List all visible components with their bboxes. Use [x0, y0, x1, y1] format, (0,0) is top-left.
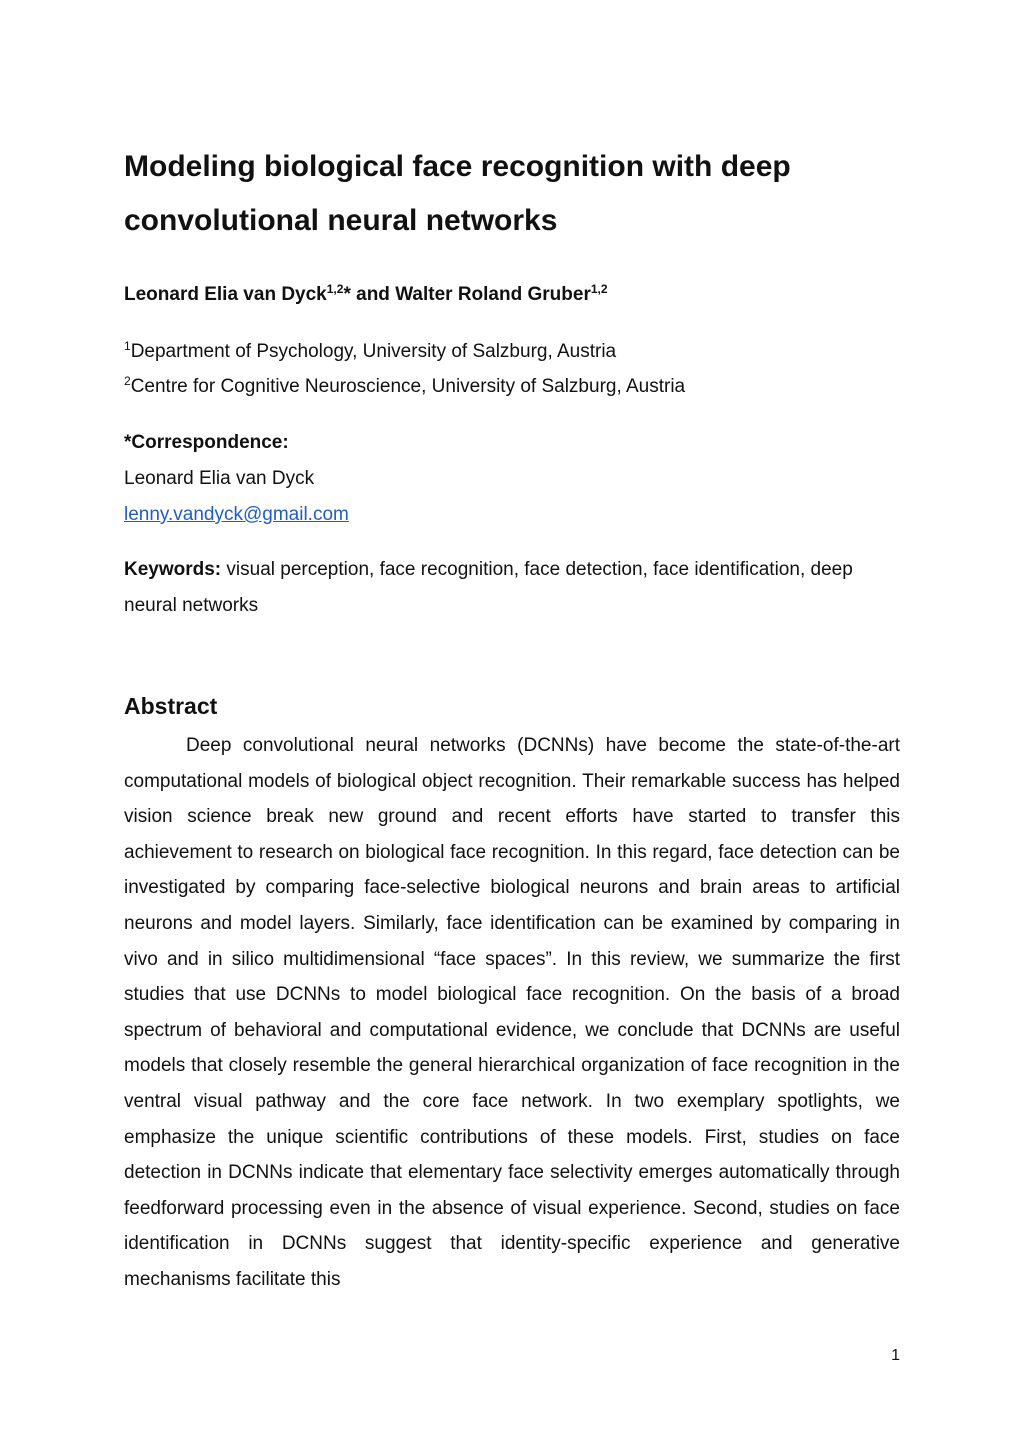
affiliation-2-text: Centre for Cognitive Neuroscience, University of Salzburg, Austria	[130, 376, 686, 397]
paper-title: Modeling biological face recognition with deep convolutional neural networks	[124, 150, 791, 237]
affiliation-2	[124, 374, 685, 400]
correspondence-email-link[interactable]: lenny.vandyck@gmail.com	[124, 504, 349, 525]
author-2-affiliation-sup: 1,2	[590, 282, 608, 296]
correspondence-label: *Correspondence:	[124, 432, 289, 453]
corresponding-author-mark: *	[343, 284, 351, 305]
author-1-name: Leonard Elia van Dyck	[124, 284, 327, 305]
correspondence-name: Leonard Elia van Dyck	[124, 468, 315, 489]
page-number: 1	[891, 1347, 900, 1364]
affiliation-1	[124, 339, 616, 365]
abstract-heading: Abstract	[124, 693, 218, 719]
author-1-affiliation-sup: 1,2	[326, 282, 344, 296]
keywords	[124, 552, 900, 624]
affiliation-1-text: Department of Psychology, University of Salzburg, Austria	[130, 341, 617, 362]
author-2-name: Walter Roland Gruber	[395, 284, 591, 305]
author-line	[124, 282, 608, 308]
keywords-text: visual perception, face recognition, face detection, face identification, deep neural networks	[124, 559, 853, 616]
keywords-label: Keywords:	[124, 559, 222, 580]
author-conjunction: and	[350, 284, 396, 305]
affiliation-1-number: 1	[124, 339, 131, 353]
affiliation-2-number: 2	[124, 374, 131, 388]
abstract-text: Deep convolutional neural networks (DCNNs) have become the state-of-the-art computational models of biological object recognition. Their remarkable success has helped vision science break new ground and recent efforts have started to transfer this achievement to research on biological face recognition. In this regard, face detection can be investigated by comparing face-selective biological neurons and brain areas to artificial neurons and model layers. Similarly, face identification can be examined by comparing in vivo and in silico multidimensional “face spaces”. In this review, we summarize the first studies that use DCNNs to model biological face recognition. On the basis of a broad spectrum of behavioral and computational evidence, we conclude that DCNNs are useful models that closely resemble the general hierarchical organization of face recognition in the ventral visual pathway and the core face network. In two exemplary spotlights, we emphasize the unique scientific contributions of these models. First, studies on face detection in DCNNs indicate that elementary face selectivity emerges automatically through feedforward processing even in the absence of visual experience. Second, studies on face identification in DCNNs suggest that identity-specific experience and generative mechanisms facilitate this	[124, 735, 900, 1290]
